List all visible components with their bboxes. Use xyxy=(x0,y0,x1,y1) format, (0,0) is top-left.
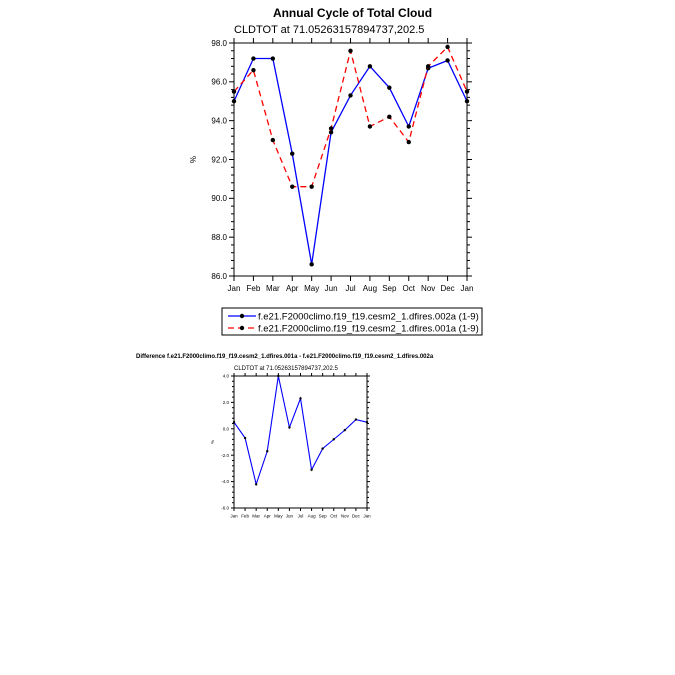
x-tick-label: Apr xyxy=(286,284,299,293)
x-tick-label: Dec xyxy=(440,284,455,293)
data-point xyxy=(271,138,275,142)
difference-chart-subtitle: CLDTOT at 71.05263157894737,202.5 xyxy=(234,366,338,372)
x-tick-label: Jun xyxy=(285,513,294,519)
data-point xyxy=(465,89,469,93)
x-tick-label: Nov xyxy=(421,284,436,293)
difference-chart-title: Difference f.e21.F2000climo.f19_f19.cesm2_1.dfires.001a - f.e21.F2000climo.f19_f19.cesm2_1.dfires.002a xyxy=(136,354,434,360)
y-tick-label: 2.0 xyxy=(222,399,229,405)
data-point xyxy=(329,130,333,134)
y-tick-label: 94.0 xyxy=(211,116,227,126)
data-point xyxy=(271,56,275,60)
x-tick-label: Jan xyxy=(460,284,474,293)
data-point xyxy=(309,184,313,188)
x-tick-label: Aug xyxy=(362,284,378,293)
x-tick-label: Jan xyxy=(363,513,371,519)
series-line xyxy=(234,376,367,484)
data-point xyxy=(407,140,411,144)
x-tick-label: Apr xyxy=(263,513,271,519)
data-point xyxy=(233,421,235,423)
y-tick-label: 88.0 xyxy=(211,232,227,242)
x-tick-label: Mar xyxy=(252,513,261,519)
series-line xyxy=(234,47,467,187)
data-point xyxy=(321,447,323,449)
data-point xyxy=(329,126,333,130)
legend xyxy=(222,308,482,335)
x-tick-label: Oct xyxy=(402,284,415,293)
series-line xyxy=(234,59,467,265)
x-tick-label: Oct xyxy=(330,513,338,519)
y-tick-label: 86.0 xyxy=(211,271,227,281)
data-point xyxy=(344,429,346,431)
chart-subtitle: CLDTOT at 71.05263157894737,202.5 xyxy=(234,24,425,36)
x-tick-label: Sep xyxy=(318,513,327,519)
legend-marker xyxy=(240,326,244,330)
x-tick-label: Jan xyxy=(230,513,238,519)
y-tick-label: 90.0 xyxy=(211,194,227,204)
data-point xyxy=(255,483,257,485)
x-tick-label: Sep xyxy=(382,284,397,293)
chart-title: Annual Cycle of Total Cloud xyxy=(272,6,433,20)
data-point xyxy=(348,49,352,53)
x-tick-label: Feb xyxy=(241,513,249,519)
y-tick-label: 0.0 xyxy=(222,426,229,432)
y-tick-label: -6.0 xyxy=(221,505,229,511)
data-point xyxy=(366,421,368,423)
x-tick-label: Jan xyxy=(227,284,241,293)
y-tick-label: 92.0 xyxy=(211,155,227,165)
data-point xyxy=(368,64,372,68)
data-point xyxy=(426,66,430,70)
y-tick-label: -4.0 xyxy=(221,479,229,485)
y-axis-label: % xyxy=(210,439,215,445)
x-tick-label: Jul xyxy=(297,513,304,519)
data-point xyxy=(368,124,372,128)
y-tick-label: -2.0 xyxy=(221,452,229,458)
data-point xyxy=(277,375,279,377)
data-point xyxy=(288,426,290,428)
legend-marker xyxy=(240,314,244,318)
data-point xyxy=(232,89,236,93)
data-point xyxy=(445,58,449,62)
data-point xyxy=(445,45,449,49)
x-tick-label: Jul xyxy=(345,284,356,293)
data-point xyxy=(290,151,294,155)
plot-frame xyxy=(234,43,467,276)
x-tick-label: Feb xyxy=(246,284,261,293)
x-tick-label: Nov xyxy=(340,513,349,519)
data-point xyxy=(251,56,255,60)
x-tick-label: May xyxy=(274,513,283,519)
data-point xyxy=(310,469,312,471)
x-tick-label: Mar xyxy=(265,284,280,293)
x-tick-label: Dec xyxy=(351,513,360,519)
y-tick-label: 4.0 xyxy=(222,373,229,379)
y-axis-label: % xyxy=(189,155,198,164)
data-point xyxy=(465,99,469,103)
data-point xyxy=(266,450,268,452)
data-point xyxy=(232,99,236,103)
y-tick-label: 96.0 xyxy=(211,77,227,87)
legend-label: f.e21.F2000climo.f19_f19.cesm2_1.dfires.001a (1-9) xyxy=(258,323,479,335)
x-tick-label: May xyxy=(304,284,320,293)
plot-frame xyxy=(234,376,367,508)
data-point xyxy=(426,64,430,68)
x-tick-label: Jun xyxy=(324,284,338,293)
data-point xyxy=(290,184,294,188)
data-point xyxy=(355,418,357,420)
data-point xyxy=(299,397,301,399)
data-point xyxy=(333,438,335,440)
y-tick-label: 98.0 xyxy=(211,38,227,48)
data-point xyxy=(387,85,391,89)
data-point xyxy=(309,262,313,266)
legend-label: f.e21.F2000climo.f19_f19.cesm2_1.dfires.002a (1-9) xyxy=(258,311,479,323)
data-point xyxy=(244,437,246,439)
data-point xyxy=(251,68,255,72)
data-point xyxy=(387,115,391,119)
data-point xyxy=(407,124,411,128)
x-tick-label: Aug xyxy=(307,513,316,519)
data-point xyxy=(348,93,352,97)
